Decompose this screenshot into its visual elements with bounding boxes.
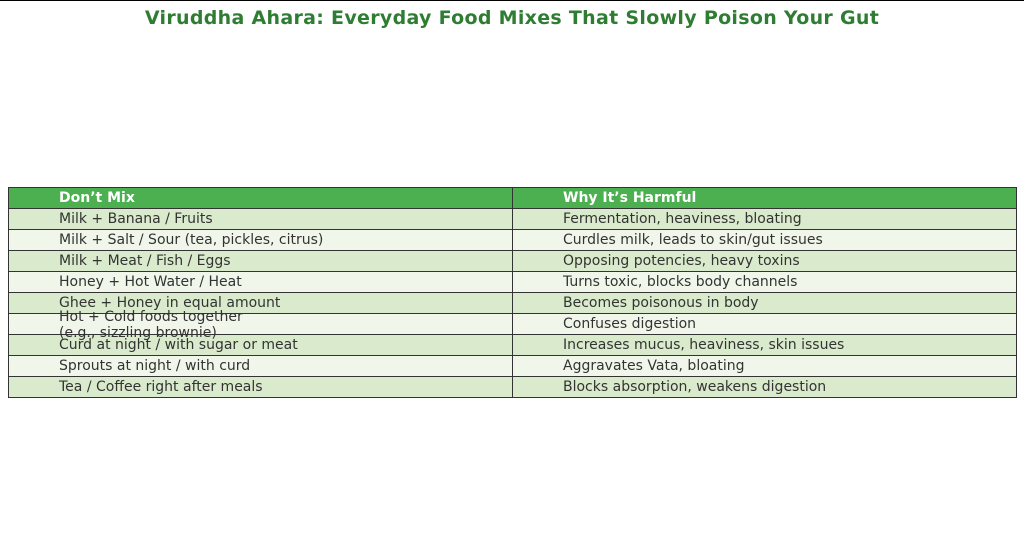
cell-dont-mix: Ghee + Honey in equal amount [9, 293, 513, 314]
cell-why-harmful: Aggravates Vata, bloating [513, 356, 1017, 377]
table-row [9, 377, 1017, 398]
cell-why-harmful: Increases mucus, heaviness, skin issues [513, 335, 1017, 356]
table-row [9, 356, 1017, 377]
cell-dont-mix: Milk + Salt / Sour (tea, pickles, citrus) [9, 230, 513, 251]
table-row [9, 209, 1017, 230]
column-header-why-harmful: Why It’s Harmful [513, 188, 1017, 209]
column-header-dont-mix: Don’t Mix [9, 188, 513, 209]
cell-dont-mix: Tea / Coffee right after meals [9, 377, 513, 398]
table-row [9, 251, 1017, 272]
table-row [9, 272, 1017, 293]
table-row [9, 314, 1017, 335]
cell-why-harmful: Turns toxic, blocks body channels [513, 272, 1017, 293]
cell-dont-mix: Milk + Meat / Fish / Eggs [9, 251, 513, 272]
cell-why-harmful: Blocks absorption, weakens digestion [513, 377, 1017, 398]
cell-dont-mix: Curd at night / with sugar or meat [9, 335, 513, 356]
cell-why-harmful: Becomes poisonous in body [513, 293, 1017, 314]
cell-why-harmful: Confuses digestion [513, 314, 1017, 335]
food-combinations-table [8, 187, 1017, 398]
table-body [9, 209, 1017, 398]
page-title: Viruddha Ahara: Everyday Food Mixes That Slowly Poison Your Gut [144, 7, 880, 29]
table-header-row [9, 188, 1017, 209]
table-row [9, 230, 1017, 251]
cell-why-harmful: Opposing potencies, heavy toxins [513, 251, 1017, 272]
cell-dont-mix: Honey + Hot Water / Heat [9, 272, 513, 293]
cell-dont-mix: Sprouts at night / with curd [9, 356, 513, 377]
cell-dont-mix: Hot + Cold foods together (e.g., sizzling brownie) [9, 314, 513, 335]
top-border-line [0, 0, 1024, 1]
cell-why-harmful: Fermentation, heaviness, bloating [513, 209, 1017, 230]
cell-why-harmful: Curdles milk, leads to skin/gut issues [513, 230, 1017, 251]
cell-dont-mix: Milk + Banana / Fruits [9, 209, 513, 230]
